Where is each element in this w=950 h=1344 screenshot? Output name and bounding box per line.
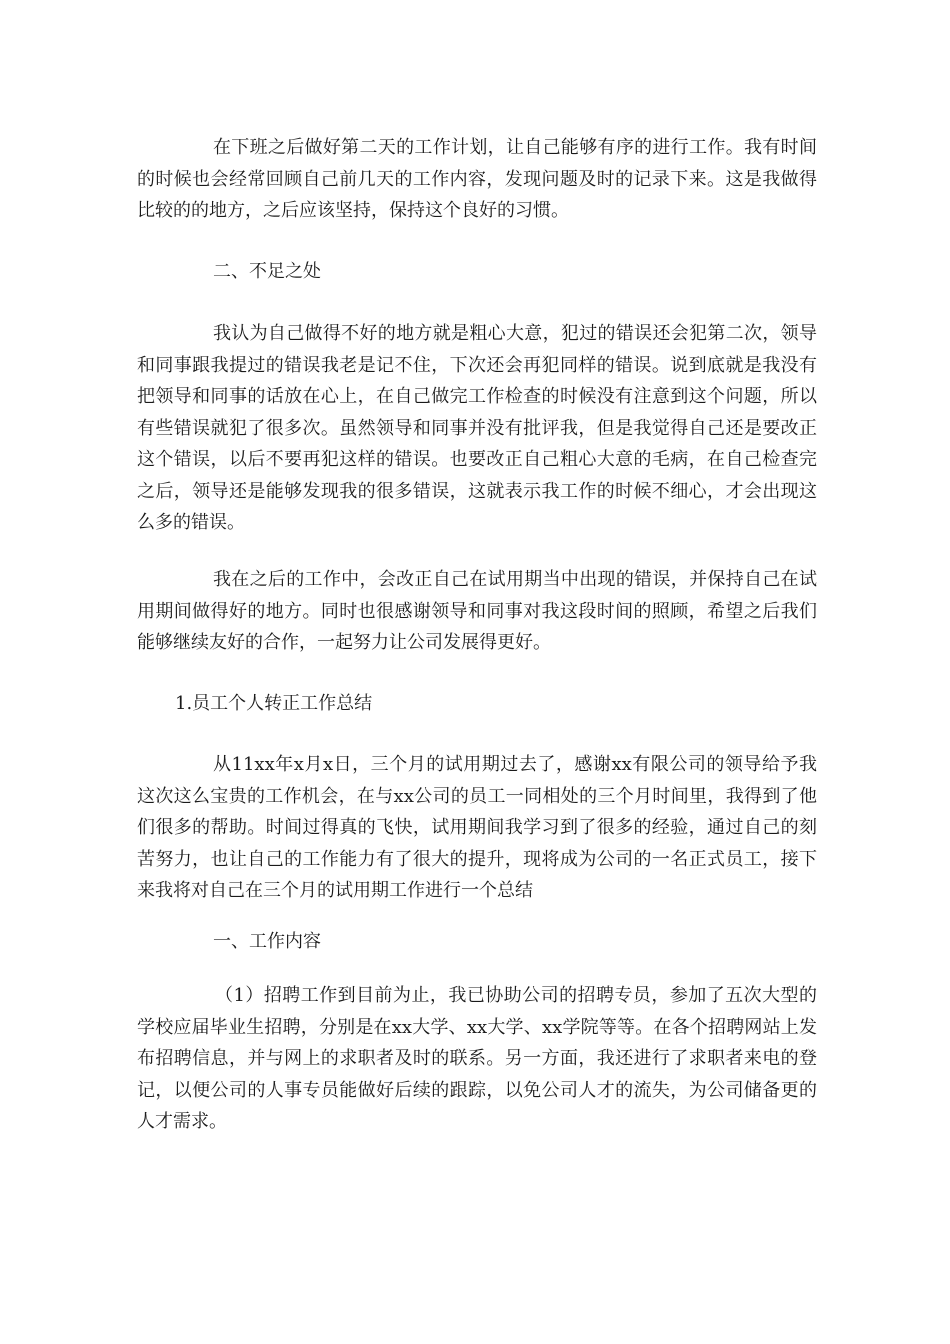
paragraph-recruitment: （1）招聘工作到目前为止，我已协助公司的招聘专员，参加了五次大型的学校应届毕业生招聘，分别是在xx大学、xx大学、xx学院等等。在各个招聘网站上发布招聘信息，并与网上的求职者及时的联系。另一方面，我还进行了求职者来电的登记，以便公司的人事专员能做好后续的跟踪，以免公司人才的流失，为公司储备更的人才需求。 bbox=[137, 985, 817, 1132]
heading-probation-summary: 1.员工个人转正工作总结 bbox=[175, 693, 373, 714]
paragraph-probation-intro: 从11xx年x月x日，三个月的试用期过去了，感谢xx有限公司的领导给予我这次这么宝贵的工作机会，在与xx公司的员工一同相处的三个月时间里，我得到了他们很多的帮助。时间过得真的飞快，试用期间我学习到了很多的经验，通过自己的刻苦努力，也让自己的工作能力有了很大的提升，现将成为公司的一名正式员工，接下来我将对自己在三个月的试用期工作进行一个总结 bbox=[137, 754, 817, 901]
paragraph-improvement: 我在之后的工作中，会改正自己在试用期当中出现的错误，并保持自己在试用期间做得好的地方。同时也很感谢领导和同事对我这段时间的照顾，希望之后我们能够继续友好的合作，一起努力让公司发展得更好。 bbox=[137, 569, 817, 653]
heading-shortcomings: 二、不足之处 bbox=[213, 261, 321, 282]
heading-work-content: 一、工作内容 bbox=[213, 931, 321, 952]
paragraph-work-plan: 在下班之后做好第二天的工作计划，让自己能够有序的进行工作。我有时间的时候也会经常回顾自己前几天的工作内容，发现问题及时的记录下来。这是我做得比较的的地方，之后应该坚持，保持这个良好的习惯。 bbox=[137, 137, 817, 221]
paragraph-carelessness: 我认为自己做得不好的地方就是粗心大意，犯过的错误还会犯第二次，领导和同事跟我提过的错误我老是记不住，下次还会再犯同样的错误。说到底就是我没有把领导和同事的话放在心上，在自己做完工作检查的时候没有注意到这个问题，所以有些错误就犯了很多次。虽然领导和同事并没有批评我，但是我觉得自己还是要改正这个错误，以后不要再犯这样的错误。也要改正自己粗心大意的毛病，在自己检查完之后，领导还是能够发现我的很多错误，这就表示我工作的时候不细心，才会出现这么多的错误。 bbox=[137, 323, 817, 533]
